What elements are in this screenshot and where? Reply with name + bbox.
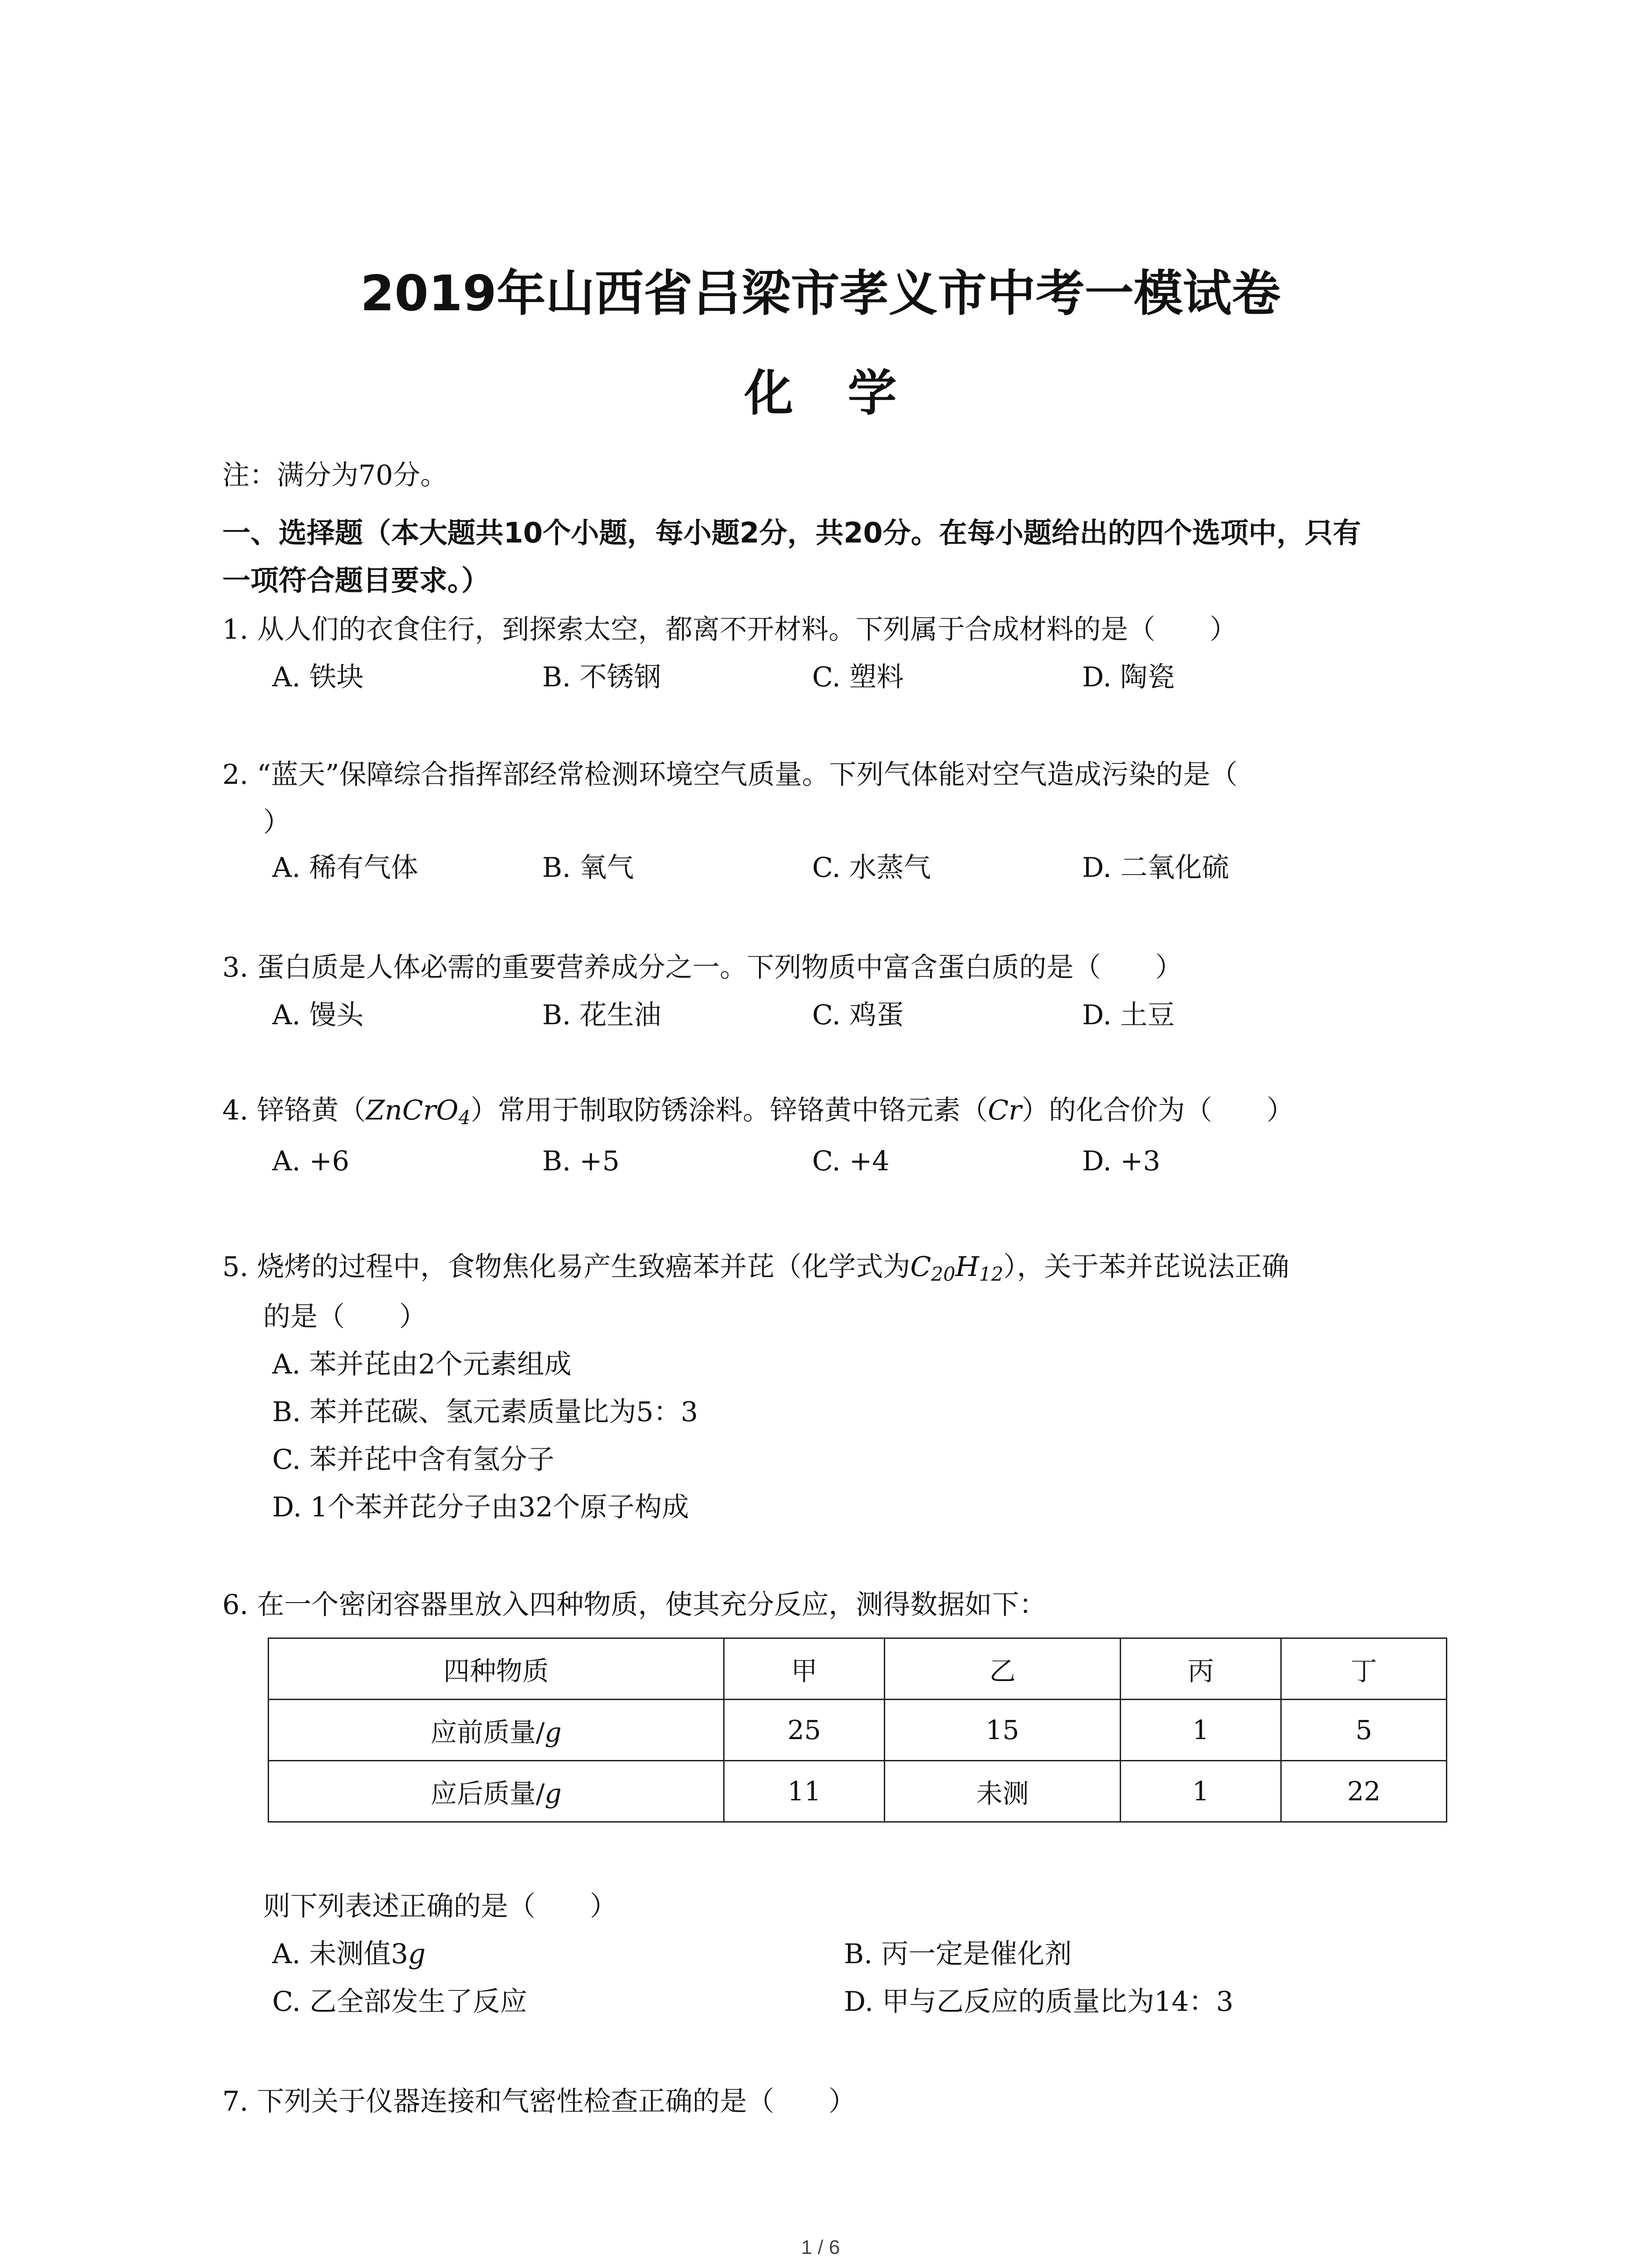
- row2-unit: g: [544, 1778, 562, 1809]
- reaction-data-table: [268, 1637, 1447, 1823]
- subject-title: 化学: [744, 365, 951, 422]
- question-5-stem-b: ），关于苯并芘说法正确: [1003, 1251, 1289, 1283]
- question-7-stem: 7. 下列关于仪器连接和气密性检查正确的是（ ）: [222, 2086, 856, 2117]
- formula-c: C: [910, 1251, 931, 1283]
- table-header-yi: 乙: [885, 1638, 1120, 1700]
- formula-h: H: [955, 1251, 980, 1283]
- table-cell: 25: [724, 1700, 885, 1761]
- question-6-question: 则下列表述正确的是（ ）: [263, 1891, 617, 1922]
- table-row: [269, 1700, 1447, 1761]
- section-heading-line2: 一项符合题目要求。）: [222, 564, 490, 597]
- question-5-stem: [222, 1245, 1289, 1286]
- question-4-stem-c: ）的化合价为（ ）: [1021, 1095, 1294, 1126]
- question-2-option-d: D. 二氧化硫: [1082, 852, 1230, 884]
- question-6-option-c: C. 乙全部发生了反应: [272, 1986, 527, 2018]
- section-heading-line1: 一、选择题（本大题共10个小题，每小题2分，共20分。在每小题给出的四个选项中，只有: [222, 516, 1361, 549]
- formula-h-sub: 12: [979, 1263, 1004, 1286]
- formula-zncro4: [366, 1095, 471, 1129]
- table-cell: 未测: [885, 1761, 1120, 1822]
- question-2-option-a: A. 稀有气体: [272, 852, 418, 884]
- row1-unit: g: [544, 1717, 562, 1748]
- score-note: 注：满分为70分。: [222, 459, 448, 491]
- question-2-stem-cont: ）: [263, 807, 290, 838]
- question-2-option-b: B. 氧气: [542, 852, 634, 884]
- question-2-stem: 2. “蓝天”保障综合指挥部经常检测环境空气质量。下列气体能对空气造成污染的是（: [222, 759, 1238, 791]
- question-6-option-a: [272, 1932, 426, 1971]
- question-3-option-d: D. 土豆: [1082, 999, 1175, 1031]
- question-3-option-a: A. 馒头: [272, 999, 364, 1031]
- row1-label-text: 应前质量/: [431, 1717, 545, 1748]
- question-6-option-b: B. 丙一定是催化剂: [844, 1938, 1072, 1970]
- formula-c20h12: [910, 1251, 1004, 1286]
- question-4-option-b: B. +5: [542, 1145, 620, 1177]
- question-3-option-c: C. 鸡蛋: [812, 999, 904, 1031]
- question-6-stem: 6. 在一个密闭容器里放入四种物质，使其充分反应，测得数据如下：: [222, 1589, 1047, 1621]
- question-2-option-c: C. 水蒸气: [812, 852, 931, 884]
- table-row2-label: [269, 1761, 724, 1822]
- question-5-stem-a: 5. 烧烤的过程中，食物焦化易产生致癌苯并芘（化学式为: [222, 1251, 911, 1283]
- table-cell: 1: [1120, 1700, 1281, 1761]
- table-cell: 5: [1281, 1700, 1447, 1761]
- table-row1-label: [269, 1700, 724, 1761]
- table-cell: 11: [724, 1761, 885, 1822]
- option-a-unit: g: [408, 1938, 426, 1970]
- question-5-option-b: B. 苯并芘碳、氢元素质量比为5：3: [272, 1396, 698, 1428]
- table-row: [269, 1638, 1447, 1700]
- question-4-option-d: D. +3: [1082, 1145, 1161, 1177]
- question-4-stem: [222, 1089, 1294, 1129]
- table-row: [269, 1761, 1447, 1822]
- question-1-option-b: B. 不锈钢: [542, 661, 661, 693]
- question-1-stem: 1. 从人们的衣食住行，到探索太空，都离不开材料。下列属于合成材料的是（ ）: [222, 614, 1237, 645]
- question-3-option-b: B. 花生油: [542, 999, 661, 1031]
- question-5-stem-cont: 的是（ ）: [263, 1301, 426, 1333]
- question-1-option-a: A. 铁块: [272, 661, 364, 693]
- question-1-option-c: C. 塑料: [812, 661, 904, 693]
- formula-c-sub: 20: [931, 1263, 955, 1286]
- question-4-stem-a: 4. 锌铬黄（: [222, 1095, 366, 1126]
- table-header-jia: 甲: [724, 1638, 885, 1700]
- page-title: 2019年山西省吕梁市孝义市中考一模试卷: [360, 265, 1281, 322]
- question-5-option-d: D. 1个苯并芘分子由32个原子构成: [272, 1491, 689, 1523]
- question-4-option-a: A. +6: [272, 1145, 349, 1177]
- question-6-option-d: D. 甲与乙反应的质量比为14：3: [844, 1986, 1234, 2018]
- question-3-stem: 3. 蛋白质是人体必需的重要营养成分之一。下列物质中富含蛋白质的是（ ）: [222, 952, 1183, 983]
- table-header-bing: 丙: [1120, 1638, 1281, 1700]
- option-a-text: A. 未测值3: [272, 1938, 408, 1970]
- table-cell: 22: [1281, 1761, 1447, 1822]
- table-cell: 1: [1120, 1761, 1281, 1822]
- row2-label-text: 应后质量/: [431, 1778, 545, 1809]
- question-1-option-d: D. 陶瓷: [1082, 661, 1175, 693]
- question-4-option-c: C. +4: [812, 1145, 890, 1177]
- formula-zncro-text: ZnCrO: [366, 1095, 459, 1126]
- question-5-option-a: A. 苯并芘由2个元素组成: [272, 1349, 572, 1380]
- table-cell: 15: [885, 1700, 1120, 1761]
- question-5-option-c: C. 苯并芘中含有氢分子: [272, 1444, 554, 1476]
- table-header-ding: 丁: [1281, 1638, 1447, 1700]
- page-number: 1 / 6: [801, 2236, 840, 2258]
- question-4-stem-b: ）常用于制取防锈涂料。锌铬黄中铬元素（: [470, 1095, 988, 1126]
- table-header-substance: 四种物质: [269, 1638, 724, 1700]
- symbol-cr: Cr: [988, 1095, 1022, 1126]
- formula-subscript: 4: [458, 1106, 471, 1129]
